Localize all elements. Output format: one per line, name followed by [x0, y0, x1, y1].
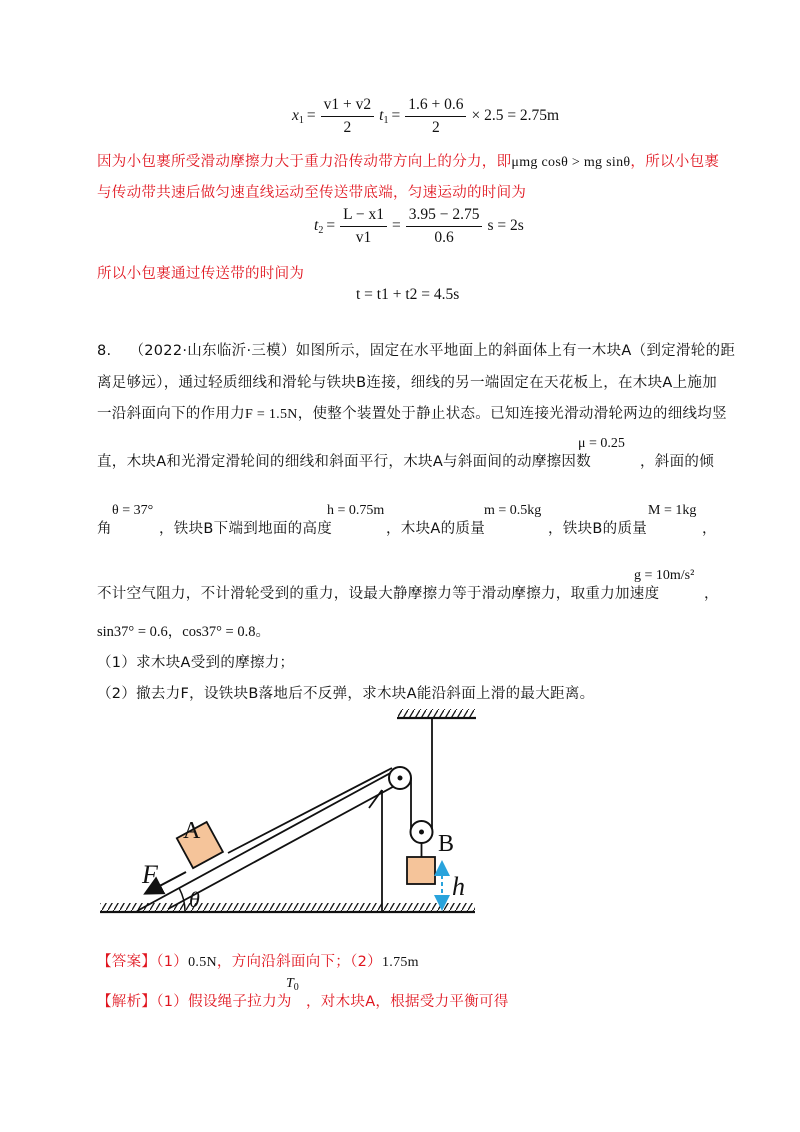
label-f: F	[142, 860, 158, 889]
eq-t2-tail: s = 2s	[487, 217, 524, 235]
pulley-support	[369, 790, 382, 911]
eq-t2-lhs: t	[314, 216, 319, 234]
red-paragraph-1-line2: 与传动带共速后做匀速直线运动至传送带底端，匀速运动的时间为	[97, 185, 527, 201]
answer-value-2: 1.75m	[381, 955, 419, 970]
fixed-pulley	[389, 767, 411, 789]
equation-t-total: t = t1 + t2 = 4.5s	[356, 286, 460, 303]
block-b	[407, 857, 435, 884]
problem-line-5-a: 角	[97, 521, 112, 537]
eq-x1-lhs: x	[292, 106, 299, 124]
red-paragraph-1-line1: 因为小包裹所受滑动摩擦力大于重力沿传动带方向上的分力，即μmg cosθ > mg sinθ，所以小包裹	[97, 154, 720, 170]
problem-line-5-c: ，木块A的质量	[386, 521, 486, 537]
analysis-line-tail: ，对木块A，根据受力平衡可得	[306, 994, 509, 1010]
question-1: （1）求木块A受到的摩擦力；	[97, 655, 295, 671]
label-theta: θ	[189, 887, 200, 912]
analysis-line: 【解析】（1）假设绳子拉力为	[97, 994, 292, 1010]
answer-tag: 【答案】	[97, 954, 157, 970]
rope-a-to-pulley	[228, 768, 392, 853]
eq-x1-frac1-num: v1 + v2	[321, 96, 375, 117]
question-2: （2）撤去力F，设铁块B落地后不反弹，求木块A能沿斜面上滑的最大距离。	[97, 686, 595, 702]
problem-source: （2022·山东临沂·三模）	[129, 343, 296, 359]
ceiling	[397, 709, 476, 718]
eq-t2-lhs-sub: 2	[318, 224, 324, 236]
problem-line-5-d: ，铁块B的质量	[548, 521, 648, 537]
equation-x1: $x_1$ = $\frac{v1 + v2}{2}$ $t_1$ = $\frac{1.6 + 0.6}{2}$ × 2.5 = 2.75m	[292, 96, 560, 136]
movable-pulley	[411, 821, 433, 857]
problem-line-7: sin37° = 0.6，cos37° = 0.8。	[97, 624, 270, 640]
eq-x1-frac2-den: 2	[431, 118, 440, 136]
inline-math-M: M = 1kg	[648, 503, 697, 518]
eq-t2-frac1-den: v1	[355, 228, 372, 246]
analysis-tag: 【解析】	[97, 994, 157, 1010]
answer-line: 【答案】（1）0.5N，方向沿斜面向下；（2）1.75m	[97, 954, 419, 970]
eq-x1-t: t	[379, 106, 384, 124]
inline-math-mu: μ = 0.25	[578, 436, 625, 451]
analysis-math-T0: $T_0$	[286, 976, 299, 993]
problem-number: 8.	[97, 343, 112, 359]
inline-math-F: F = 1.5N	[245, 407, 298, 422]
eq-x1-tail: × 2.5 = 2.75m	[471, 107, 560, 125]
inline-math-friction: μmg cosθ > mg sinθ	[511, 155, 631, 170]
problem-line-5-e: ，	[702, 521, 717, 537]
label-a: A	[183, 818, 201, 844]
inline-math-m: m = 0.5kg	[484, 503, 542, 518]
eq-t2-frac1-num: L − x1	[340, 206, 387, 227]
eq-t2-frac2-num: 3.95 − 2.75	[406, 206, 483, 227]
problem-line-5-b: ，铁块B下端到地面的高度	[159, 521, 333, 537]
label-b: B	[438, 831, 455, 857]
inline-math-g: g = 10m/s²	[634, 568, 695, 583]
eq-t2-frac2-den: 0.6	[434, 228, 454, 246]
label-h: h	[452, 872, 465, 901]
problem-line-2: 离足够远），通过轻质细线和滑轮与铁块B连接，细线的另一端固定在天花板上，在木块A上施加	[97, 375, 718, 391]
eq-x1-frac1-den: 2	[343, 118, 352, 136]
problem-line-4-tail: ，斜面的倾	[640, 454, 714, 470]
inline-math-h: h = 0.75m	[327, 503, 385, 518]
problem-line-3: 一沿斜面向下的作用力F = 1.5N，使整个装置处于静止状态。已知连接光滑动滑轮两边的细线均竖	[97, 406, 727, 422]
eq-x1-lhs-sub: 1	[298, 114, 304, 126]
red-paragraph-2: 所以小包裹通过传送带的时间为	[97, 266, 305, 282]
problem-line-4: 直，木块A和光滑定滑轮间的细线和斜面平行，木块A与斜面间的动摩擦因数	[97, 454, 592, 470]
eq-x1-t-sub: 1	[383, 114, 389, 126]
ground	[100, 903, 475, 912]
incline-surface	[137, 770, 400, 911]
equation-t2: $t_2$ = $\frac{L - x1}{v1}$ = $\frac{3.95 - 2.75}{0.6}$ s = 2s	[314, 206, 524, 246]
problem-line-1: 8. （2022·山东临沂·三模）如图所示，固定在水平地面上的斜面体上有一木块A（到定滑轮的距	[97, 343, 736, 359]
inline-math-theta: θ = 37°	[112, 503, 154, 518]
problem-line-6-tail: ，	[704, 586, 719, 602]
answer-value-1: 0.5N	[188, 955, 217, 970]
problem-line-6: 不计空气阻力，不计滑轮受到的重力，设最大静摩擦力等于滑动摩擦力，取重力加速度	[97, 586, 660, 602]
eq-x1-frac2-num: 1.6 + 0.6	[405, 96, 466, 117]
